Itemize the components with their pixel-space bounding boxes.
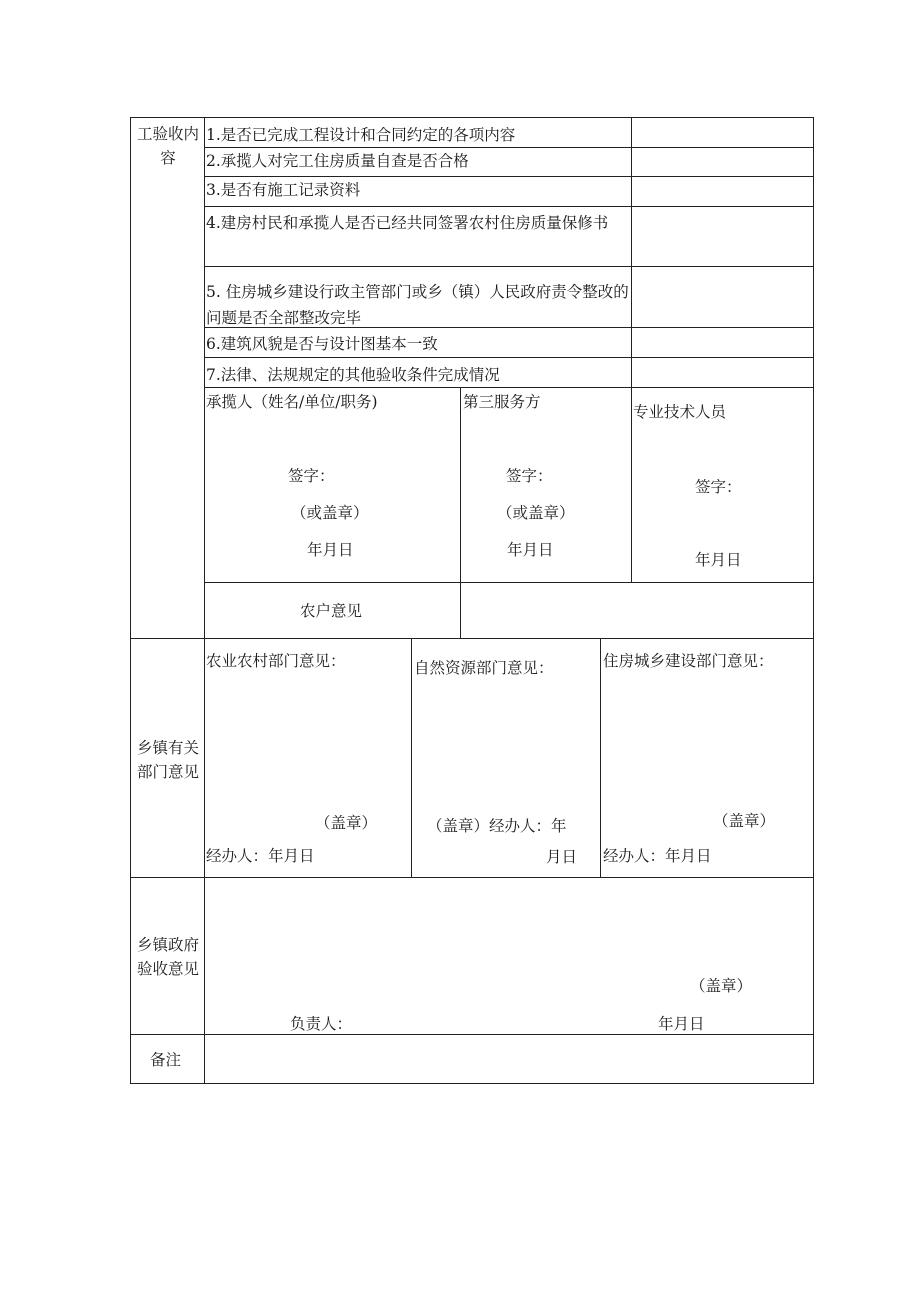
third-party-date: 年月日 [507,541,554,559]
grid-line [204,147,814,148]
township-departments-label: 乡镇有关部门意见 [136,739,199,781]
natural-resources-opinion-title: 自然资源部门意见： [414,659,554,677]
grid-line [130,1083,814,1084]
grid-line [130,877,814,878]
contractor-title: 承揽人（姓名/单位/职务) [206,393,378,411]
grid-line [204,582,814,583]
third-party-sign: 签字： [506,467,553,485]
technician-date: 年月日 [695,551,742,569]
farmer-opinion-label: 农户意见 [300,602,363,620]
grid-line [204,357,814,358]
contractor-sign: 签字： [288,467,335,485]
checklist-item: 5. 住房城乡建设行政主管部门或乡（镇）人民政府责令整改的问题是否全部整改完毕 [206,283,629,327]
checklist-item: 3.是否有施工记录资料 [206,181,361,199]
government-seal: （盖章） [690,977,753,995]
natural-resources-date: 月日 [546,848,578,866]
grid-line [130,638,814,639]
grid-line [204,117,205,1084]
housing-opinion-title: 住房城乡建设部门意见： [603,652,774,670]
grid-line [204,266,814,267]
completion-section-label: 工验收内容 [136,125,199,167]
grid-line [813,117,814,1084]
checklist-item: 4.建房村民和承揽人是否已经共同签署农村住房质量保修书 [206,214,609,232]
checklist-item: 7.法律、法规规定的其他验收条件完成情况 [206,366,500,384]
grid-line [600,638,601,877]
checklist-item: 6.建筑风貌是否与设计图基本一致 [206,335,438,353]
third-party-title: 第三服务方 [463,393,541,411]
grid-line [130,117,131,1084]
housing-seal: （盖章） [713,812,776,830]
third-party-seal: （或盖章） [497,504,575,522]
technician-title: 专业技术人员 [633,403,727,421]
agriculture-seal: （盖章） [315,814,378,832]
contractor-date: 年月日 [307,541,354,559]
grid-line [204,206,814,207]
grid-line [460,387,461,638]
remarks-label: 备注 [150,1051,182,1069]
agriculture-opinion-title: 农业农村部门意见： [206,652,346,670]
grid-line [130,117,814,118]
grid-line [204,176,814,177]
grid-line [204,387,814,388]
grid-line [130,1034,814,1035]
government-date: 年月日 [658,1015,705,1033]
checklist-item: 1.是否已完成工程设计和合同约定的各项内容 [206,126,516,144]
natural-resources-seal-handler: （盖章）经办人：年 [427,817,567,835]
contractor-seal: （或盖章） [291,504,369,522]
checklist-item: 2.承揽人对完工住房质量自查是否合格 [206,152,469,170]
agriculture-handler-date: 经办人：年月日 [206,847,315,865]
technician-sign: 签字： [695,478,742,496]
government-responsible: 负责人： [290,1015,353,1033]
township-government-label: 乡镇政府验收意见 [136,936,199,978]
grid-line [631,117,632,582]
housing-handler-date: 经办人：年月日 [603,847,712,865]
grid-line [411,638,412,877]
